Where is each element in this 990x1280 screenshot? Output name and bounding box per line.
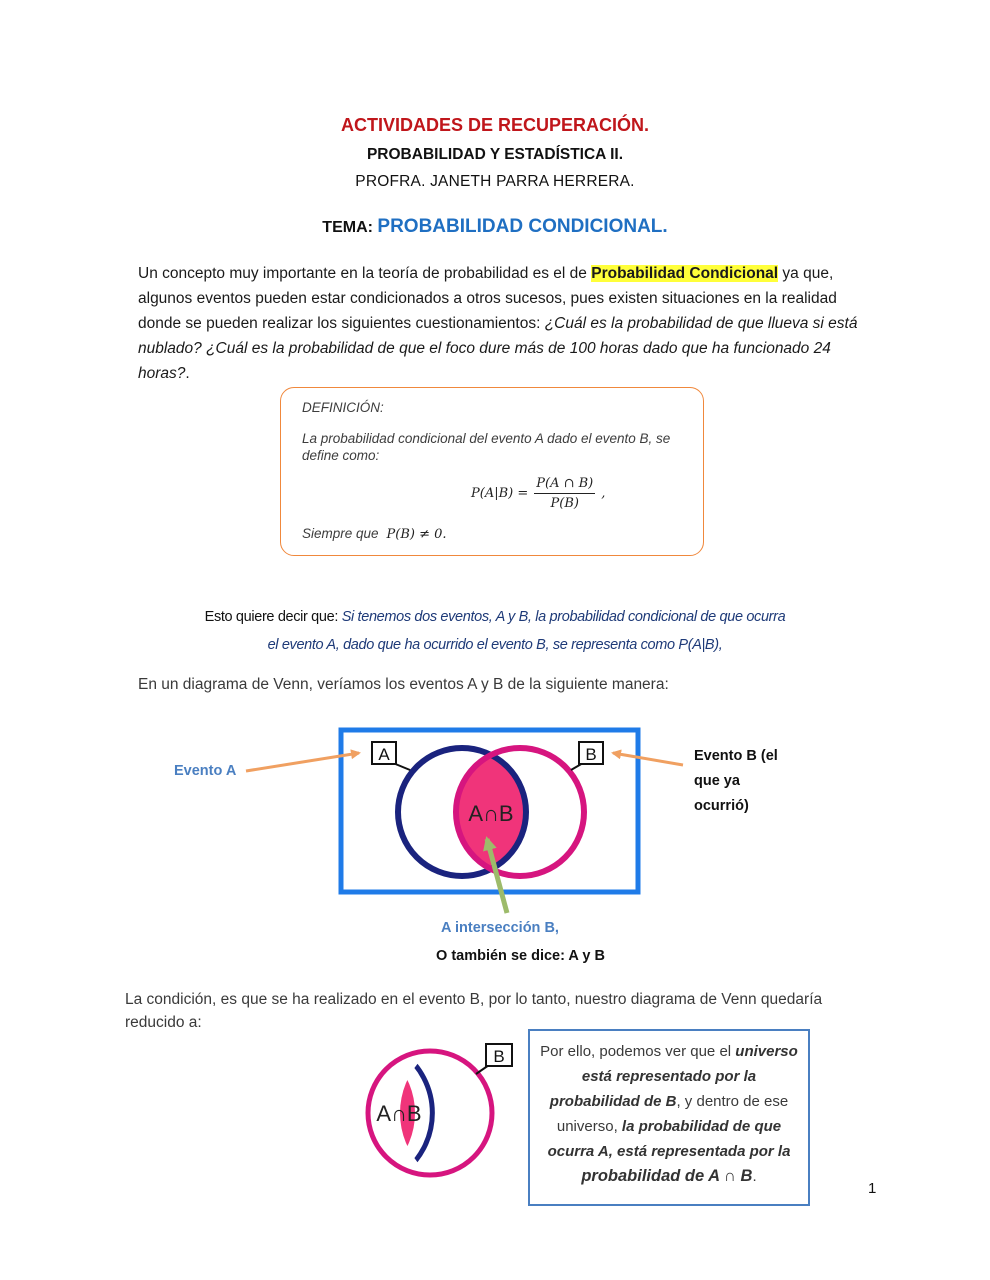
formula-numerator: P(A ∩ B): [534, 476, 595, 494]
intro-part1: Un concepto muy importante en la teoría de probabilidad es el de: [138, 265, 592, 282]
formula-denominator: P(B): [550, 496, 579, 511]
set-a-label: A: [378, 745, 390, 764]
arrow-event-b: [613, 753, 683, 765]
explanation-b1: universo está representado por la probabilidad de B: [549, 1043, 798, 1110]
event-b-line-1: Evento B (el: [694, 748, 778, 764]
venn-intro: En un diagrama de Venn, veríamos los eventos A y B de la siguiente manera:: [138, 676, 669, 693]
meaning-lead: Esto quiere decir que:: [204, 609, 342, 625]
explanation-b2: la probabilidad de que ocurra A, está representada por la: [547, 1118, 791, 1160]
intersection-caption-alt: O también se dice: A y B: [436, 948, 605, 964]
event-a-label: Evento A: [174, 763, 237, 779]
event-b-label: [694, 744, 804, 819]
reduced-intersection-label: A∩B: [376, 1101, 422, 1126]
intersection-caption: A intersección B,: [441, 920, 559, 936]
definition-text: La probabilidad condicional del evento A dado el evento B, se define como:: [302, 431, 671, 463]
teacher-name: PROFRA. JANETH PARRA HERRERA.: [355, 173, 635, 190]
explanation-b3: probabilidad de A ∩ B: [581, 1167, 753, 1185]
explanation-box: [528, 1029, 810, 1206]
intro-highlight: Probabilidad Condicional: [591, 265, 779, 282]
page-number: 1: [868, 1180, 877, 1197]
event-b-line-3: ocurrió): [694, 798, 749, 814]
explanation-t3: .: [752, 1168, 757, 1185]
condition-paragraph: La condición, es que se ha realizado en el evento B, por lo tanto, nuestro diagrama de Venn quedaría reducido a:: [125, 991, 823, 1031]
document-title: ACTIVIDADES DE RECUPERACIÓN.: [340, 115, 650, 135]
meaning-text-2: el evento A, dado que ha ocurrido el evento B, se representa como P(A|B),: [267, 637, 723, 653]
intersection-label: A∩B: [468, 801, 514, 826]
intro-questions: ¿Cuál es la probabilidad de que llueva si está nublado? ¿Cuál es la probabilidad de que el foco dure más de 100 horas dado que ha funcionado 24 horas?: [138, 315, 858, 382]
explanation-t1: Por ello, podemos ver que el: [540, 1043, 736, 1060]
explanation-t2: , y dentro de ese universo,: [556, 1093, 789, 1135]
formula-end: ,: [601, 486, 606, 501]
condition-formula: P(B) ≠ 0.: [386, 527, 447, 542]
topic-name: PROBABILIDAD CONDICIONAL.: [377, 216, 668, 237]
event-b-line-2: que ya: [694, 773, 740, 789]
topic-label: TEMA:: [322, 219, 373, 236]
set-b-label: B: [585, 745, 597, 764]
subject-title: PROBABILIDAD Y ESTADÍSTICA II.: [366, 146, 624, 163]
intro-part2: ya que, algunos eventos pueden estar condicionados a otros sucesos, pues existen situaciones en la realidad donde se pueden realizar los siguientes cuestionamientos:: [138, 265, 837, 332]
formula-lhs: P(A|B) =: [471, 486, 529, 501]
meaning-text-1: Si tenemos dos eventos, A y B, la probabilidad condicional de que ocurra: [341, 609, 786, 625]
condition-label: Siempre que: [302, 526, 379, 541]
intro-end: .: [185, 365, 190, 382]
definition-heading: DEFINICIÓN:: [302, 400, 384, 415]
reduced-set-b-label: B: [493, 1047, 505, 1066]
